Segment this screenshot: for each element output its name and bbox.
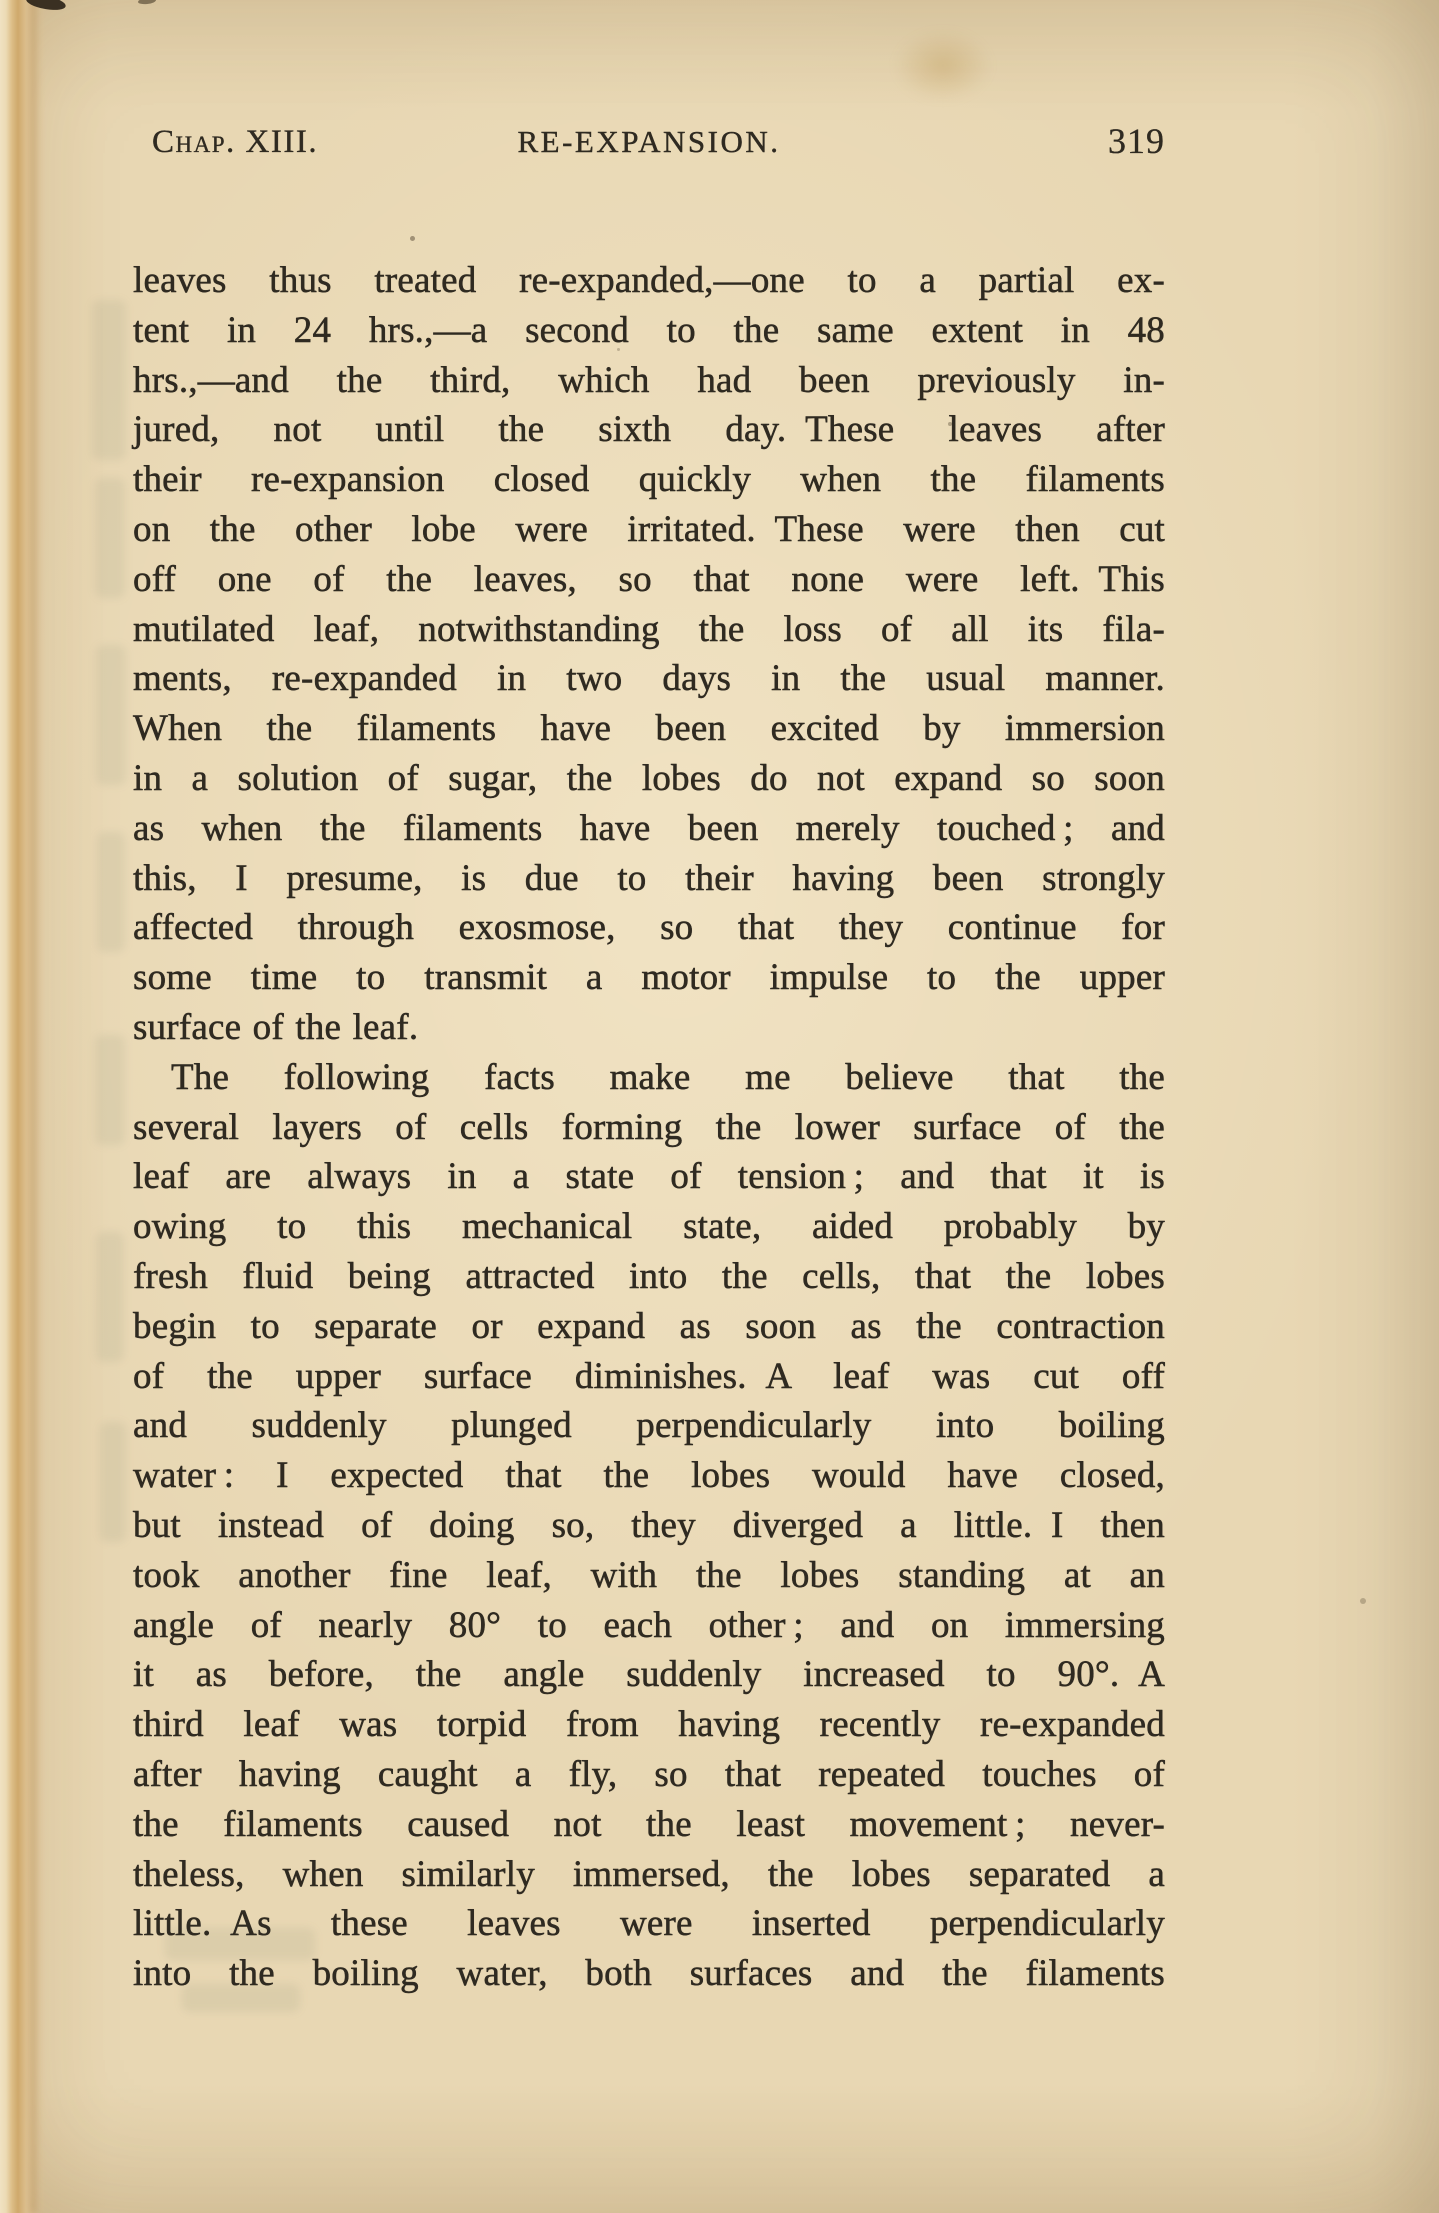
text-line: after having caught a fly, so that repeated touches of <box>133 1753 1165 1795</box>
show-through-ghost <box>92 300 126 460</box>
text-line: surface of the leaf. <box>133 1006 419 1048</box>
text-line: but instead of doing so, they diverged a little. I then <box>133 1504 1165 1546</box>
text-line: angle of nearly 80° to each other ; and on immersing <box>133 1604 1165 1646</box>
text-line: took another fine leaf, with the lobes standing at an <box>133 1554 1165 1596</box>
scan-artifact-top <box>138 0 157 5</box>
ink-speck <box>410 236 415 241</box>
text-line: little. As these leaves were inserted perpendicularly <box>133 1903 1165 1945</box>
text-line: in a solution of sugar, the lobes do not expand so soon <box>133 757 1165 799</box>
text-line: hrs.,—and the third, which had been previously in- <box>133 359 1165 401</box>
text-line: third leaf was torpid from having recently re-expanded <box>133 1704 1165 1746</box>
text-line: of the upper surface diminishes. A leaf was cut off <box>133 1355 1165 1397</box>
paragraph <box>133 1053 1165 1999</box>
text-line: theless, when similarly immersed, the lobes separated a <box>133 1853 1165 1895</box>
text-line: off one of the leaves, so that none were left. This <box>133 558 1165 600</box>
text-line: the filaments caused not the least movement ; never- <box>133 1803 1165 1845</box>
text-line: leaves thus treated re-expanded,—one to a partial ex- <box>133 260 1165 301</box>
show-through-ghost <box>100 1422 126 1542</box>
text-line: several layers of cells forming the lower surface of the <box>133 1106 1165 1148</box>
show-through-ghost <box>96 1232 124 1362</box>
text-line: on the other lobe were irritated. These were then cut <box>133 508 1165 550</box>
text-line: ments, re-expanded in two days in the usual manner. <box>133 658 1165 700</box>
text-line: water : I expected that the lobes would have closed, <box>133 1455 1165 1497</box>
show-through-ghost <box>97 832 125 952</box>
text-line: tent in 24 hrs.,—a second to the same extent in 48 <box>133 309 1165 351</box>
text-line: begin to separate or expand as soon as the contraction <box>133 1305 1165 1347</box>
text-line: affected through exosmose, so that they continue for <box>133 907 1165 949</box>
paper-stain <box>878 18 1008 113</box>
show-through-ghost <box>96 645 126 785</box>
text-line: their re-expansion closed quickly when the filaments <box>133 459 1165 501</box>
chapter-label: Chap. XIII. <box>152 124 319 160</box>
text-line: as when the filaments have been merely touched ; and <box>133 807 1165 849</box>
text-line: The following facts make me believe that the <box>171 1056 1165 1098</box>
page-number: 319 <box>1108 121 1165 161</box>
page-text <box>133 256 1165 1999</box>
paragraph <box>133 256 1165 1053</box>
show-through-ghost <box>95 1035 125 1145</box>
text-line: When the filaments have been excited by immersion <box>133 708 1165 750</box>
text-line: leaf are always in a state of tension ; and that it is <box>133 1156 1165 1198</box>
text-line: jured, not until the sixth day. These leaves after <box>133 409 1165 451</box>
page-header <box>0 121 1439 170</box>
text-line: this, I presume, is due to their having been strongly <box>133 857 1165 899</box>
page-left-edge <box>0 0 46 2213</box>
show-through-ghost <box>95 478 125 598</box>
text-line: and suddenly plunged perpendicularly into boiling <box>133 1405 1165 1447</box>
ink-speck <box>1360 1598 1366 1604</box>
text-line: mutilated leaf, notwithstanding the loss of all its fila- <box>133 608 1165 650</box>
text-line: some time to transmit a motor impulse to the upper <box>133 957 1165 999</box>
text-line: owing to this mechanical state, aided probably by <box>133 1206 1165 1248</box>
text-line: into the boiling water, both surfaces and the filaments <box>133 1953 1165 1995</box>
running-title: RE-EXPANSION. <box>517 124 781 159</box>
text-line: fresh fluid being attracted into the cells, that the lobes <box>133 1255 1165 1297</box>
running-title-wrap <box>133 124 1165 160</box>
text-line: it as before, the angle suddenly increased to 90°. A <box>133 1654 1165 1696</box>
binding-crease <box>30 0 37 2213</box>
